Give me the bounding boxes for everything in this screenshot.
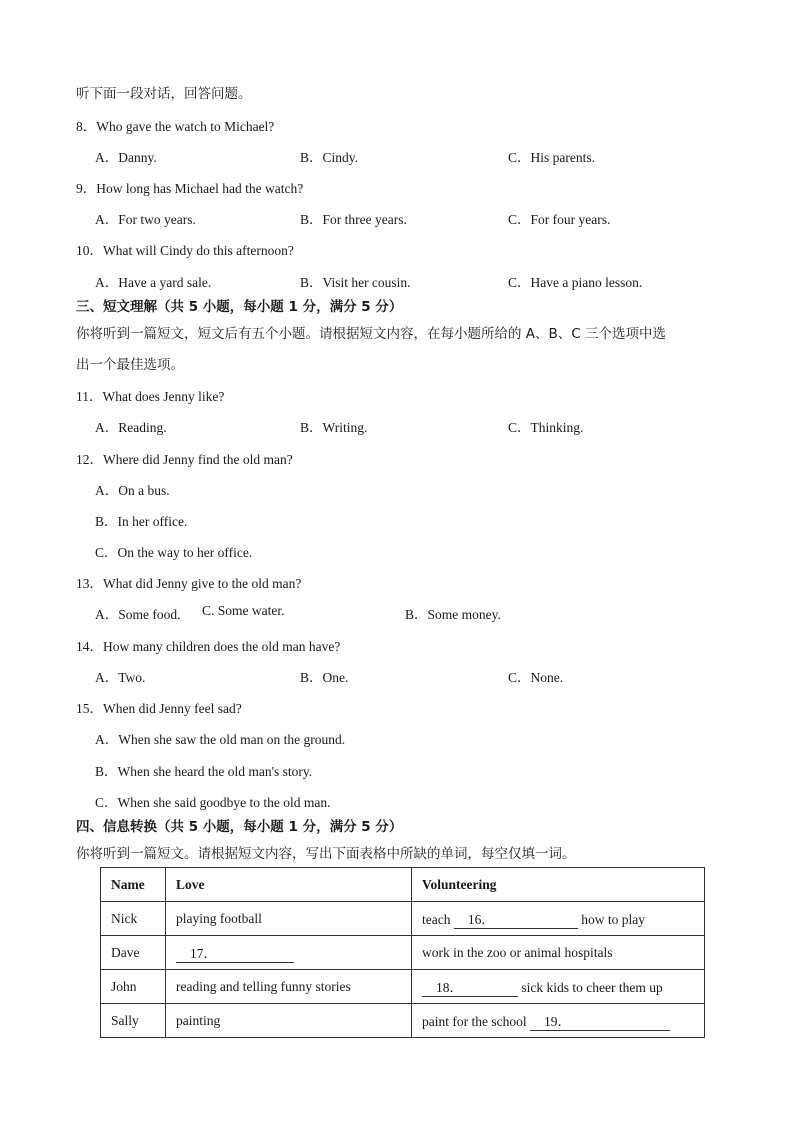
q8-option-c[interactable]: C．His parents.	[508, 150, 595, 165]
section-3-title: 三、短文理解（共 5 小题，每小题 1 分，满分 5 分）	[76, 299, 403, 315]
blank-17[interactable]: 17．	[176, 942, 294, 963]
q8-option-a[interactable]: A．Danny.	[95, 150, 157, 165]
q14-option-c[interactable]: C．None.	[508, 670, 564, 685]
header-volunteering: Volunteering	[412, 868, 705, 902]
section-4-instruction: 你将听到一篇短文。请根据短文内容，写出下面表格中所缺的单词，每空仅填一词。	[76, 846, 576, 862]
question-12: 12．Where did Jenny find the old man?	[76, 452, 293, 467]
info-table	[100, 867, 705, 1038]
cell-love: playing football	[166, 902, 412, 936]
q14-option-b[interactable]: B．One.	[300, 670, 349, 685]
q11-option-c[interactable]: C．Thinking.	[508, 420, 584, 435]
vol-text-pre: teach	[422, 912, 451, 927]
listening-intro: 听下面一段对话，回答问题。	[76, 86, 252, 102]
header-name: Name	[101, 868, 166, 902]
blank-19[interactable]: 19．	[530, 1010, 670, 1031]
cell-volunteering: work in the zoo or animal hospitals	[412, 936, 705, 970]
table-header-row	[101, 868, 705, 902]
q11-option-b[interactable]: B．Writing.	[300, 420, 368, 435]
q10-option-b[interactable]: B．Visit her cousin.	[300, 275, 411, 290]
q15-option-b[interactable]: B．When she heard the old man's story.	[95, 764, 313, 779]
question-10: 10．What will Cindy do this afternoon?	[76, 243, 294, 258]
question-13: 13．What did Jenny give to the old man?	[76, 576, 302, 591]
cell-love: painting	[166, 1004, 412, 1038]
cell-name: Sally	[101, 1004, 166, 1038]
question-8: 8．Who gave the watch to Michael?	[76, 119, 275, 134]
q13-option-c[interactable]: C. Some water.	[202, 603, 285, 618]
table-row	[101, 936, 705, 970]
header-love: Love	[166, 868, 412, 902]
vol-text-post: sick kids to cheer them up	[521, 980, 663, 995]
cell-volunteering	[412, 902, 705, 936]
question-9: 9．How long has Michael had the watch?	[76, 181, 304, 196]
vol-text-post: how to play	[581, 912, 645, 927]
q9-option-a[interactable]: A．For two years.	[95, 212, 196, 227]
section-4-title: 四、信息转换（共 5 小题，每小题 1 分，满分 5 分）	[76, 819, 403, 835]
q10-option-c[interactable]: C．Have a piano lesson.	[508, 275, 643, 290]
q11-option-a[interactable]: A．Reading.	[95, 420, 167, 435]
q9-option-c[interactable]: C．For four years.	[508, 212, 611, 227]
cell-volunteering	[412, 970, 705, 1004]
section-3-instruction-1: 你将听到一篇短文，短文后有五个小题。请根据短文内容，在每小题所给的 A、B、C 三个选项中选	[76, 326, 667, 342]
cell-name: Nick	[101, 902, 166, 936]
question-14: 14．How many children does the old man have?	[76, 639, 341, 654]
q9-option-b[interactable]: B．For three years.	[300, 212, 407, 227]
q14-option-a[interactable]: A．Two.	[95, 670, 146, 685]
question-15: 15．When did Jenny feel sad?	[76, 701, 242, 716]
section-3-instruction-2: 出一个最佳选项。	[76, 357, 184, 373]
blank-18[interactable]: 18．	[422, 976, 518, 997]
table-row	[101, 970, 705, 1004]
q15-option-c[interactable]: C．When she said goodbye to the old man.	[95, 795, 331, 810]
cell-love	[166, 936, 412, 970]
cell-volunteering	[412, 1004, 705, 1038]
blank-16[interactable]: 16．	[454, 908, 578, 929]
question-11: 11．What does Jenny like?	[76, 389, 225, 404]
q15-option-a[interactable]: A．When she saw the old man on the ground.	[95, 732, 346, 747]
table-row	[101, 1004, 705, 1038]
q12-option-c[interactable]: C．On the way to her office.	[95, 545, 253, 560]
cell-love: reading and telling funny stories	[166, 970, 412, 1004]
vol-text-pre: paint for the school	[422, 1014, 527, 1029]
q12-option-a[interactable]: A．On a bus.	[95, 483, 170, 498]
cell-name: Dave	[101, 936, 166, 970]
q13-option-b[interactable]: B．Some money.	[405, 607, 501, 622]
q12-option-b[interactable]: B．In her office.	[95, 514, 188, 529]
q13-option-a[interactable]: A．Some food.	[95, 607, 181, 622]
q8-option-b[interactable]: B．Cindy.	[300, 150, 359, 165]
cell-name: John	[101, 970, 166, 1004]
q10-option-a[interactable]: A．Have a yard sale.	[95, 275, 212, 290]
table-row	[101, 902, 705, 936]
